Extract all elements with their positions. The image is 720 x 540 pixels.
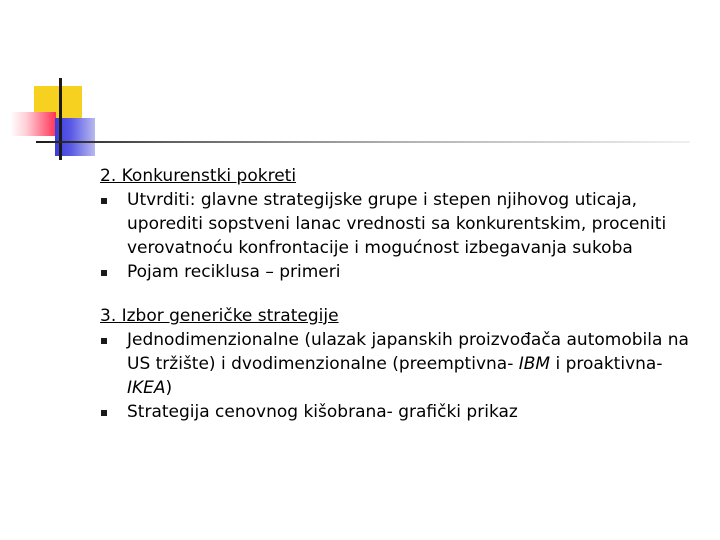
slide-body [100,164,700,424]
list-item [100,188,700,260]
company-name-ibm: IBM [518,354,551,374]
title-divider-line [36,141,690,143]
decorative-vertical-line [59,78,62,160]
square-bullet-icon [101,198,107,204]
square-bullet-icon [101,338,107,344]
bullet-list [100,188,700,284]
section-title: 3. Izbor generičke strategije [100,306,339,326]
list-item-text-part: Jednodimenzionalne (ulazak japanskih proizvođača automobila na US tržište) i dvodimenzionalne (preemptivna- [127,330,689,374]
decorative-red-bar [10,112,56,136]
list-item-text: Pojam reciklusa – primeri [127,262,341,282]
list-item [100,400,700,424]
list-item [100,328,700,400]
list-item-text: Utvrditi: glavne strategijske grupe i stepen njihovog uticaja, uporediti sopstveni lanac vrednosti sa konkurentskim, proceniti verovatnoću konfrontacije i mogućnost izbegavanja sukoba [127,190,667,258]
square-bullet-icon [101,410,107,416]
bullet-list [100,328,700,424]
section-konkurentski-pokreti [100,164,700,284]
list-item-text: Strategija cenovnog kišobrana- grafički prikaz [127,402,518,422]
section-izbor-strategije [100,304,700,424]
company-name-ikea: IKEA [127,378,166,398]
list-item [100,260,700,284]
square-bullet-icon [101,270,107,276]
list-item-text-part: i proaktivna- [550,354,663,374]
section-title: 2. Konkurenstki pokreti [100,166,297,186]
list-item-text-part: ) [165,378,173,398]
